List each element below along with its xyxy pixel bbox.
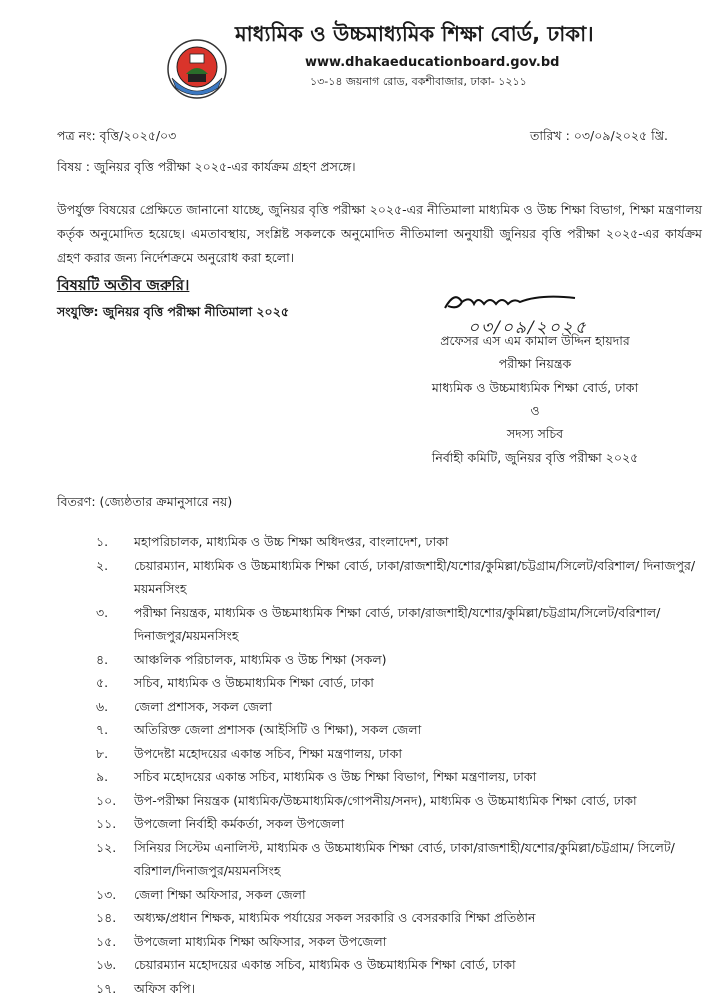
distribution-list bbox=[82, 530, 712, 1000]
urgent-notice: বিষয়টি অতীব জরুরি। bbox=[57, 276, 190, 294]
item-text: চেয়ারম্যান মহোদয়ের একান্ত সচিব, মাধ্যমিক ও উচ্চমাধ্যমিক শিক্ষা বোর্ড, ঢাকা bbox=[134, 957, 516, 972]
item-number: ১৪. bbox=[96, 910, 117, 925]
item-number: ১১. bbox=[96, 816, 117, 831]
item-text: সচিব মহোদয়ের একান্ত সচিব, মাধ্যমিক ও উচ্চ শিক্ষা বিভাগ, শিক্ষা মন্ত্রণালয়, ঢাকা bbox=[134, 769, 537, 784]
distribution-item bbox=[82, 836, 712, 883]
distribution-item bbox=[82, 906, 712, 930]
item-text: উপ-পরীক্ষা নিয়ন্ত্রক (মাধ্যমিক/উচ্চমাধ্যমিক/গোপনীয়/সনদ), মাধ্যমিক ও উচ্চমাধ্যমিক শিক্ষা বোর্ড, ঢাকা bbox=[134, 792, 637, 808]
signatory-committee: নির্বাহী কমিটি, জুনিয়র বৃত্তি পরীক্ষা ২০২৫ bbox=[431, 450, 639, 465]
signatory-designation: পরীক্ষা নিয়ন্ত্রক bbox=[498, 356, 572, 371]
item-text: উপদেষ্টা মহোদয়ের একান্ত সচিব, শিক্ষা মন্ত্রণালয়, ঢাকা bbox=[134, 745, 403, 761]
item-text: উপজেলা মাধ্যমিক শিক্ষা অফিসার, সকল উপজেলা bbox=[134, 933, 387, 949]
distribution-item bbox=[82, 671, 712, 695]
signatory-name: প্রফেসর এস এম কামাল উদ্দিন হায়দার bbox=[440, 333, 630, 348]
item-number: ৯. bbox=[96, 769, 109, 784]
item-text: অধ্যক্ষ/প্রধান শিক্ষক, মাধ্যমিক পর্যায়ের সকল সরকারি ও বেসরকারি শিক্ষা প্রতিষ্ঠান bbox=[134, 910, 536, 925]
item-text: জেলা প্রশাসক, সকল জেলা bbox=[134, 698, 272, 714]
item-text: পরীক্ষা নিয়ন্ত্রক, মাধ্যমিক ও উচ্চমাধ্যমিক শিক্ষা বোর্ড, ঢাকা/রাজশাহী/যশোর/কুমিল্লা/চট্টগ্রাম/সিলেট/বরিশাল/ দিনাজপুর/ময়মনসিংহ bbox=[134, 604, 661, 643]
board-seal-logo-icon bbox=[166, 38, 228, 100]
item-number: ৪. bbox=[96, 651, 109, 667]
item-text: অতিরিক্ত জেলা প্রশাসক (আইসিটি ও শিক্ষা), সকল জেলা bbox=[134, 722, 422, 737]
item-number: ১২. bbox=[96, 839, 117, 855]
item-number: ৩. bbox=[96, 604, 109, 620]
distribution-item bbox=[82, 648, 712, 672]
distribution-item bbox=[82, 742, 712, 766]
item-number: ১. bbox=[96, 534, 109, 549]
item-text: সচিব, মাধ্যমিক ও উচ্চমাধ্যমিক শিক্ষা বোর্ড, ঢাকা bbox=[134, 675, 374, 690]
item-text: চেয়ারম্যান, মাধ্যমিক ও উচ্চমাধ্যমিক শিক্ষা বোর্ড, ঢাকা/রাজশাহী/যশোর/কুমিল্লা/চট্টগ্রাম/সিলেট/বরিশাল/ দিনাজপুর/ময়মনসিংহ bbox=[134, 557, 696, 596]
letter-subject: বিষয় : জুনিয়র বৃত্তি পরীক্ষা ২০২৫-এর কার্যক্রম গ্রহণ প্রসঙ্গে। bbox=[57, 159, 356, 174]
distribution-item bbox=[82, 789, 712, 813]
letter-date: তারিখ : ০৩/০৯/২০২৫ খ্রি. bbox=[529, 128, 668, 143]
item-text: জেলা শিক্ষা অফিসার, সকল জেলা bbox=[134, 886, 306, 902]
item-text: আঞ্চলিক পরিচালক, মাধ্যমিক ও উচ্চ শিক্ষা (সকল) bbox=[134, 651, 387, 667]
item-number: ১০. bbox=[96, 792, 117, 808]
item-number: ৮. bbox=[96, 745, 109, 761]
item-number: ১৫. bbox=[96, 933, 117, 949]
distribution-item bbox=[82, 883, 712, 907]
distribution-item bbox=[82, 977, 712, 1001]
letter-body: উপর্যুক্ত বিষয়ের প্রেক্ষিতে জানানো যাচ্ছে, জুনিয়র বৃত্তি পরীক্ষা ২০২৫-এর নীতিমালা মাধ্যমিক ও উচ্চ শিক্ষা বিভাগ, শিক্ষা মন্ত্রণালয় কর্তৃক অনুমোদিত হয়েছে। এমতাবস্থায়, সংশ্লিষ্ট সকলকে অনুমোদিত নীতিমালা অনুযায়ী জুনিয়র বৃত্তি পরীক্ষা ২০২৫-এর কার্যক্রম গ্রহণ করার জন্য নির্দেশক্রমে অনুরোধ করা হলো। bbox=[57, 202, 702, 265]
distribution-item bbox=[82, 695, 712, 719]
signatory-designation-2: সদস্য সচিব bbox=[506, 426, 564, 441]
item-number: ৫. bbox=[96, 675, 109, 690]
item-number: ১৬. bbox=[96, 957, 117, 972]
distribution-item bbox=[82, 930, 712, 954]
signatory-and: ও bbox=[530, 403, 540, 418]
board-address: ১৩-১৪ জয়নাগ রোড, বকশীবাজার, ঢাকা- ১২১১ bbox=[310, 75, 527, 88]
item-number: ৬. bbox=[96, 698, 109, 714]
item-number: ৭. bbox=[96, 722, 109, 737]
website-link[interactable]: www.dhakaeducationboard.gov.bd bbox=[305, 55, 560, 70]
distribution-item bbox=[82, 554, 712, 601]
distribution-item bbox=[82, 765, 712, 789]
item-number: ১৩. bbox=[96, 886, 117, 902]
item-text: উপজেলা নির্বাহী কর্মকর্তা, সকল উপজেলা bbox=[134, 816, 345, 831]
distribution-item bbox=[82, 601, 712, 648]
distribution-item bbox=[82, 718, 712, 742]
distribution-heading: বিতরণ: (জ্যেষ্ঠতার ক্রমানুসারে নয়) bbox=[57, 494, 233, 509]
distribution-item bbox=[82, 530, 712, 554]
board-title: মাধ্যমিক ও উচ্চমাধ্যমিক শিক্ষা বোর্ড, ঢাকা। bbox=[235, 22, 594, 46]
signature-date: ০৩/০৯/২০২৫ bbox=[468, 318, 588, 338]
distribution-item bbox=[82, 953, 712, 977]
item-text: সিনিয়র সিস্টেম এনালিস্ট, মাধ্যমিক ও উচ্চমাধ্যমিক শিক্ষা বোর্ড, ঢাকা/রাজশাহী/যশোর/কুমিল্লা/চট্টগ্রাম/ সিলেট/বরিশাল/দিনাজপুর/ময়মনসিংহ bbox=[134, 839, 675, 878]
item-text: অফিস কপি। bbox=[134, 980, 196, 996]
distribution-item bbox=[82, 812, 712, 836]
signatory-office: মাধ্যমিক ও উচ্চমাধ্যমিক শিক্ষা বোর্ড, ঢাকা bbox=[431, 380, 639, 395]
item-text: মহাপরিচালক, মাধ্যমিক ও উচ্চ শিক্ষা অধিদপ্তর, বাংলাদেশ, ঢাকা bbox=[134, 534, 449, 549]
item-number: ২. bbox=[96, 557, 109, 573]
memo-number: পত্র নং: বৃত্তি/২০২৫/০৩ bbox=[57, 128, 177, 143]
attachment-note: সংযুক্তি: জুনিয়র বৃত্তি পরীক্ষা নীতিমালা ২০২৫ bbox=[57, 304, 289, 319]
item-number: ১৭. bbox=[96, 980, 117, 996]
